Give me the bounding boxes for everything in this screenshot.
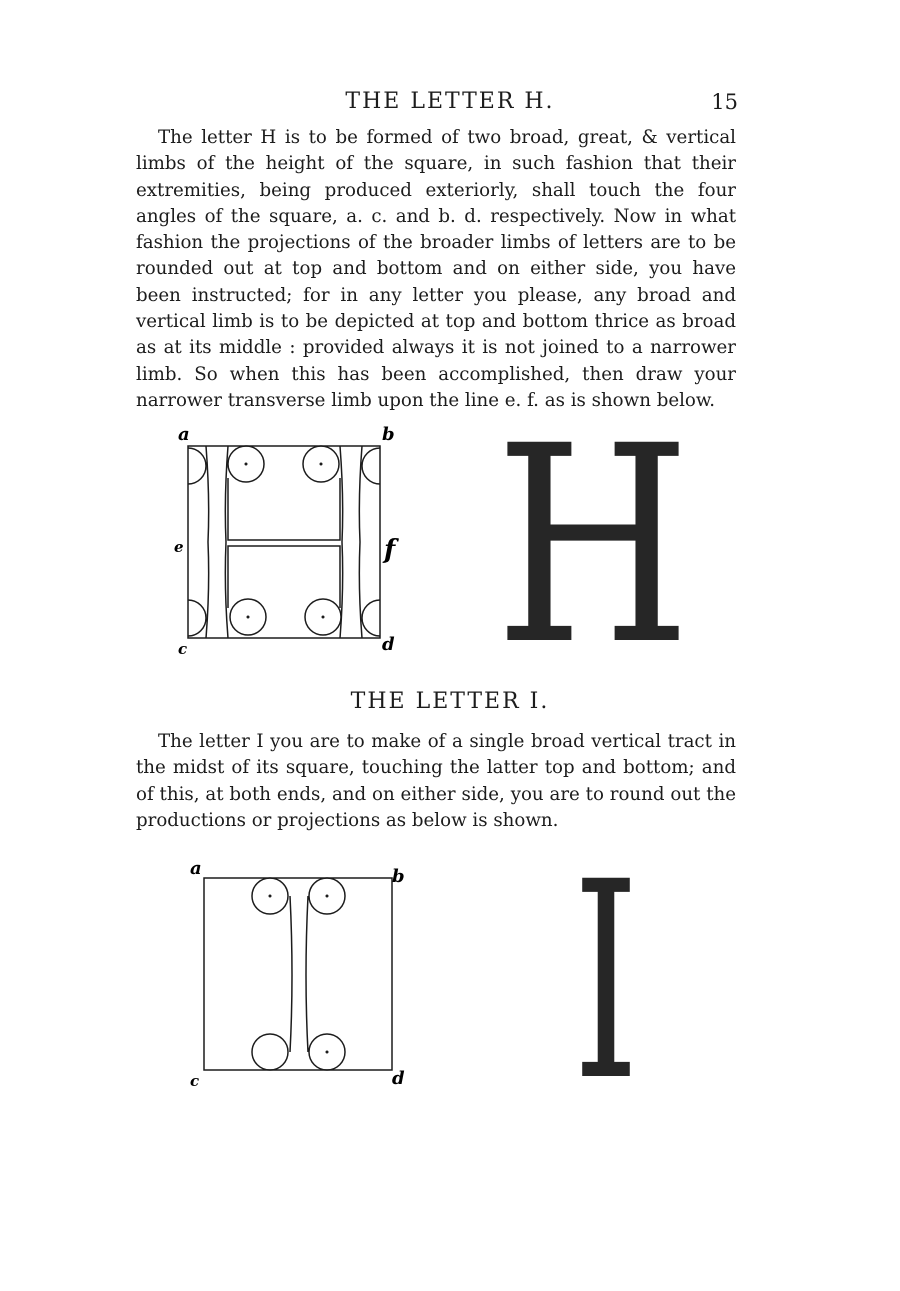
section-heading-letter-i: THE LETTER I. (350, 689, 550, 714)
h-serif-arc (362, 448, 380, 484)
h-serif-arc (188, 600, 206, 636)
h-left-limb-outline (206, 446, 228, 638)
h-serif-arc (188, 448, 206, 484)
paragraph-letter-i: The letter I you are to make of a single broad vertical tract in the midst of its square, touching the latter top and bottom; and of this, at both ends, and on either side, you are to round out the productions or projections as below is shown. (136, 731, 736, 831)
h-specimen-glyph: H (495, 436, 691, 646)
h-right-limb-outline (340, 446, 362, 638)
i-label-a: a (190, 858, 202, 879)
section-heading-letter-h: THE LETTER H. (345, 89, 555, 114)
i-label-c: c (190, 1072, 200, 1090)
i-specimen-glyph: I (573, 872, 639, 1082)
h-label-f: f (384, 535, 396, 565)
i-stem-outline (290, 896, 308, 1052)
h-label-d: d (382, 634, 395, 655)
letter-h-specimen (488, 436, 698, 646)
i-square-outline (204, 878, 392, 1070)
h-square-outline (188, 446, 380, 638)
h-label-b: b (382, 424, 395, 445)
h-label-e: e (174, 538, 184, 556)
i-label-d: d (392, 1068, 405, 1089)
page-number: 15 (711, 90, 738, 114)
h-serif-arc (362, 600, 380, 636)
letter-i-construction-diagram (182, 856, 418, 1092)
h-upper-counter (228, 478, 340, 540)
letter-h-construction-diagram (168, 418, 408, 658)
paragraph-letter-h: The letter H is to be formed of two broad, great, & vertical limbs of the height of the square, in such fashion that their extremities, being produced exteriorly, shall touch the four angles of the square, a. c. and b. d. respectively. Now in what fashion the projections of the broader limbs of letters are to be rounded out at top and bottom and on either side, you have been instructed; for in any letter you please, any broad and vertical limb is to be depicted at top and bottom thrice as broad as at its middle : provided always it is not joined to a narrower limb. So when this has been accomplished, then draw your narrower transverse limb upon the line e. f. as is shown below. (136, 127, 736, 411)
i-serif-circle (252, 1034, 288, 1070)
h-label-a: a (178, 424, 190, 445)
letter-i-specimen (566, 872, 646, 1082)
i-label-b: b (392, 866, 405, 887)
h-label-c: c (178, 640, 188, 658)
